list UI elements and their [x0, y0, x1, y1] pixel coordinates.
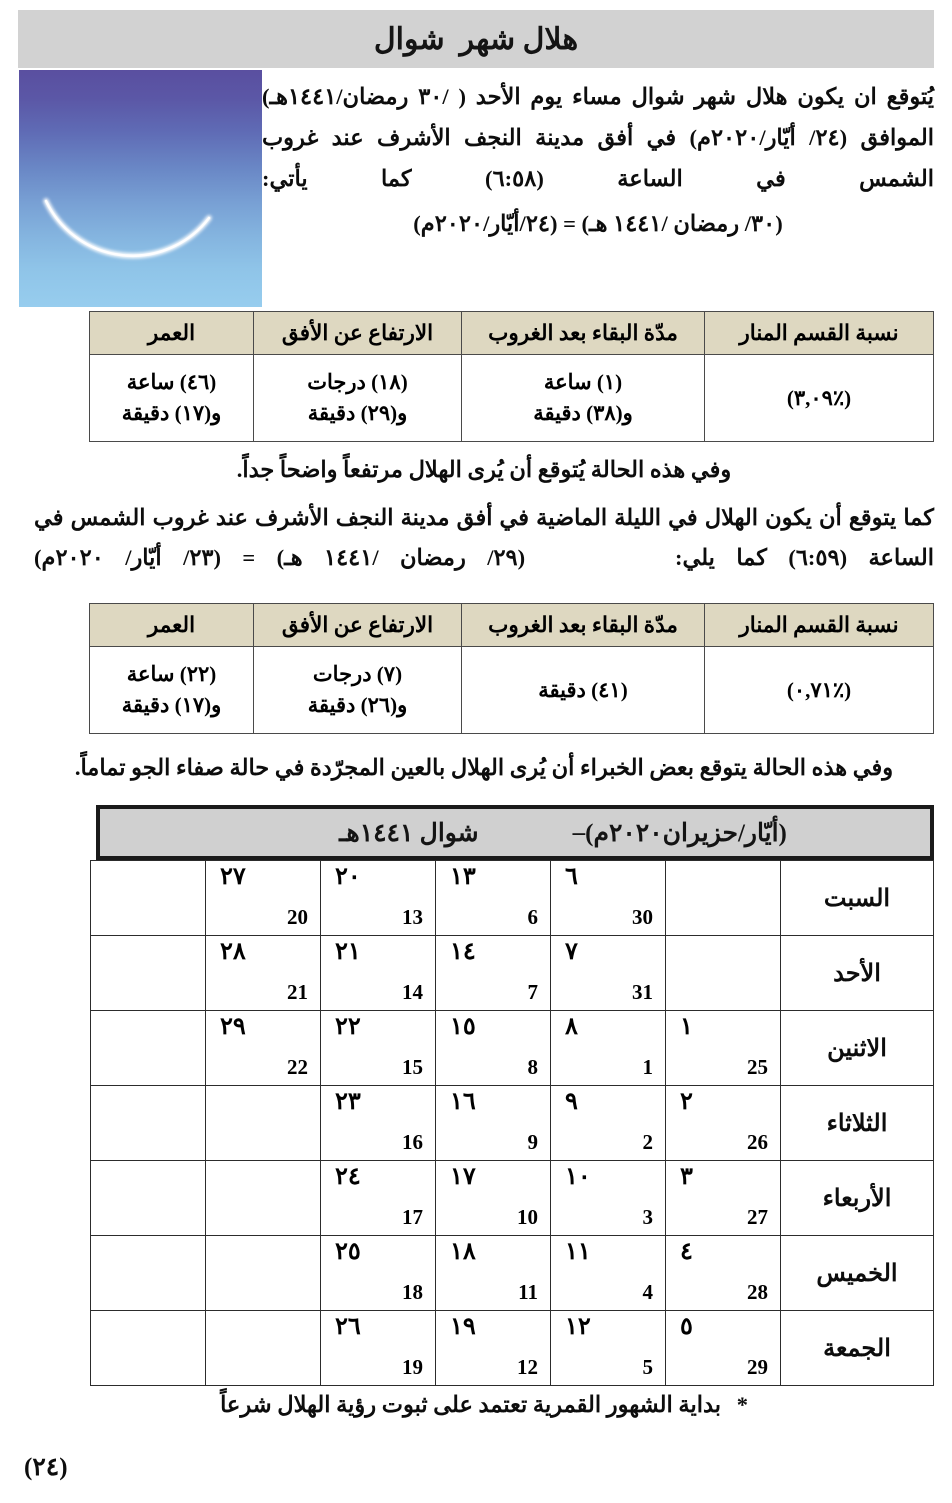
- calendar-hijri-label: شوال ١٤٤١هـ: [339, 819, 479, 847]
- table-header-row: [90, 312, 934, 355]
- calendar-day-cell[interactable]: [206, 861, 321, 936]
- calendar-day-name: الاثنين: [781, 1011, 934, 1086]
- altitude-line-2: و(٢٩) دقيقة: [307, 401, 408, 425]
- calendar-day-cell[interactable]: [666, 1011, 781, 1086]
- calendar-day-cell[interactable]: [321, 1011, 436, 1086]
- gregorian-date: 12: [517, 1355, 538, 1379]
- calendar-day-cell[interactable]: [551, 1311, 666, 1386]
- calendar-day-cell[interactable]: [91, 861, 206, 936]
- calendar-day-name: الأربعاء: [781, 1161, 934, 1236]
- calendar-row: [91, 936, 934, 1011]
- gregorian-date: 6: [527, 905, 538, 929]
- hijri-date: ١٥: [450, 1014, 476, 1040]
- calendar-day-cell[interactable]: [91, 1311, 206, 1386]
- hijri-date: ٢١: [335, 939, 361, 965]
- calendar-row: [91, 1161, 934, 1236]
- calendar-day-cell[interactable]: [206, 1161, 321, 1236]
- calendar-day-cell[interactable]: [436, 936, 551, 1011]
- calendar-row: [91, 1236, 934, 1311]
- cell-illumination: [705, 355, 934, 442]
- calendar-day-cell[interactable]: [551, 1161, 666, 1236]
- calendar-day-cell[interactable]: [321, 1236, 436, 1311]
- header-age: العمر: [90, 604, 254, 647]
- cell-altitude: [254, 647, 462, 734]
- page-title: هلال شهر شوال: [373, 22, 579, 56]
- header-age: العمر: [90, 312, 254, 355]
- calendar-day-cell[interactable]: [321, 1086, 436, 1161]
- gregorian-date: 11: [518, 1280, 538, 1304]
- calendar-day-cell[interactable]: [206, 1011, 321, 1086]
- hijri-date: ١٧: [450, 1164, 476, 1190]
- header-illumination: نسبة القسم المنار: [705, 312, 934, 355]
- hijri-date: ٢: [680, 1089, 693, 1115]
- calendar-day-cell[interactable]: [436, 861, 551, 936]
- gregorian-date: 14: [402, 980, 423, 1004]
- calendar-dash: –: [572, 818, 586, 846]
- note-two-time: الساعة (٦:٥٩) كما يلي:: [674, 545, 934, 570]
- age-line-1: (٤٦) ساعة: [126, 370, 217, 394]
- calendar-row: [91, 1011, 934, 1086]
- calendar-day-cell[interactable]: [551, 936, 666, 1011]
- hijri-date: ١: [680, 1014, 693, 1040]
- gregorian-date: 20: [287, 905, 308, 929]
- hijri-date: ٢٨: [220, 939, 246, 965]
- hilal-data-table-first-night: [89, 311, 934, 442]
- monthly-calendar: [96, 805, 934, 1386]
- gregorian-date: 27: [747, 1205, 768, 1229]
- gregorian-date: 1: [642, 1055, 653, 1079]
- gregorian-date: 10: [517, 1205, 538, 1229]
- hijri-date: ٢٠: [335, 864, 361, 890]
- table-row: [90, 355, 934, 442]
- page-header-bar: [18, 10, 934, 68]
- gregorian-date: 28: [747, 1280, 768, 1304]
- hijri-date: ٢٣: [335, 1089, 361, 1115]
- age-line-2: و(١٧) دقيقة: [121, 693, 222, 717]
- table-header-row: [90, 604, 934, 647]
- hijri-date: ١٢: [565, 1314, 591, 1340]
- crescent-moon-icon: [19, 70, 262, 307]
- cell-illumination: [705, 647, 934, 734]
- hijri-date: ٣: [680, 1164, 693, 1190]
- calendar-day-cell[interactable]: [321, 861, 436, 936]
- gregorian-date: 25: [747, 1055, 768, 1079]
- calendar-day-cell[interactable]: [551, 861, 666, 936]
- header-duration: مدّة البقاء بعد الغروب: [462, 312, 705, 355]
- hijri-date: ٧: [565, 939, 578, 965]
- altitude-line-1: (٧) درجات: [312, 662, 403, 686]
- altitude-line-2: و(٢٦) دقيقة: [307, 693, 408, 717]
- hijri-date: ٦: [565, 864, 578, 890]
- gregorian-date: 5: [642, 1355, 653, 1379]
- intro-equation: (٣٠/ رمضان /١٤٤١ هـ) = (٢٤/أيّار/٢٠٢٠م): [413, 211, 783, 236]
- hijri-date: ٩: [565, 1089, 578, 1115]
- duration-value: (٤١) دقيقة: [538, 677, 628, 702]
- calendar-day-cell[interactable]: [551, 1011, 666, 1086]
- header-altitude: الارتفاع عن الأفق: [254, 604, 462, 647]
- hijri-date: ١٠: [565, 1164, 591, 1190]
- gregorian-date: 19: [402, 1355, 423, 1379]
- calendar-day-cell[interactable]: [206, 1236, 321, 1311]
- calendar-day-cell[interactable]: [436, 1311, 551, 1386]
- calendar-day-cell[interactable]: [551, 1236, 666, 1311]
- calendar-day-cell[interactable]: [91, 1236, 206, 1311]
- gregorian-date: 16: [402, 1130, 423, 1154]
- hijri-date: ٢٧: [220, 864, 246, 890]
- calendar-header-bar: [96, 805, 934, 860]
- calendar-day-cell[interactable]: [321, 1161, 436, 1236]
- gregorian-date: 30: [632, 905, 653, 929]
- gregorian-date: 3: [642, 1205, 653, 1229]
- gregorian-date: 22: [287, 1055, 308, 1079]
- hijri-date: ١٤: [450, 939, 476, 965]
- hijri-date: ٢٩: [220, 1014, 246, 1040]
- calendar-day-cell[interactable]: [436, 1236, 551, 1311]
- cell-altitude: [254, 355, 462, 442]
- gregorian-date: 17: [402, 1205, 423, 1229]
- altitude-line-1: (١٨) درجات: [307, 370, 408, 394]
- calendar-day-cell[interactable]: [91, 1161, 206, 1236]
- hijri-date: ١٦: [450, 1089, 476, 1115]
- calendar-day-name: الخميس: [781, 1236, 934, 1311]
- note-two-equation: (٢٩/ رمضان /١٤٤١ هـ) = (٢٣/ أيّار/ ٢٠٢٠م): [34, 545, 526, 570]
- header-duration: مدّة البقاء بعد الغروب: [462, 604, 705, 647]
- calendar-row: [91, 861, 934, 936]
- hijri-date: ١٩: [450, 1314, 476, 1340]
- note-previous-night: [34, 498, 934, 578]
- note-first-night: وفي هذه الحالة يُتوقع أن يُرى الهلال مرتفعاً واضحاً جداً.: [236, 457, 732, 482]
- hijri-date: ٤: [680, 1239, 693, 1265]
- header-altitude: الارتفاع عن الأفق: [254, 312, 462, 355]
- calendar-day-cell[interactable]: [91, 1086, 206, 1161]
- cell-age: [90, 355, 254, 442]
- calendar-day-cell[interactable]: [91, 1011, 206, 1086]
- calendar-day-cell[interactable]: [436, 1011, 551, 1086]
- gregorian-date: 2: [642, 1130, 653, 1154]
- calendar-day-cell[interactable]: [666, 1161, 781, 1236]
- calendar-gregorian-label: (أيّار/حزيران٢٠٢٠م): [585, 819, 787, 847]
- calendar-day-cell[interactable]: [666, 861, 781, 936]
- calendar-day-cell[interactable]: [206, 936, 321, 1011]
- gregorian-date: 4: [642, 1280, 653, 1304]
- gregorian-date: 8: [527, 1055, 538, 1079]
- gregorian-date: 26: [747, 1130, 768, 1154]
- intro-text: يُتوقع ان يكون هلال شهر شوال مساء يوم الأحد ( /٣٠ رمضان/١٤٤١هـ) الموافق (٢٤/ أيّار/٢٠٢٠م) في أفق مدينة النجف الأشرف عند غروب الشمس في الساعة (٦:٥٨) كما يأتي:: [262, 84, 935, 191]
- calendar-row: [91, 1311, 934, 1386]
- page-number: (٢٤): [24, 1454, 68, 1481]
- calendar-day-cell[interactable]: [666, 1236, 781, 1311]
- illumination-value: (٪٣,٠٩): [786, 385, 852, 410]
- gregorian-date: 9: [527, 1130, 538, 1154]
- table-row: [90, 647, 934, 734]
- hijri-date: ١٨: [450, 1239, 476, 1265]
- gregorian-date: 31: [632, 980, 653, 1004]
- gregorian-date: 15: [402, 1055, 423, 1079]
- age-line-1: (٢٢) ساعة: [126, 662, 217, 686]
- footnote-text: بداية الشهور القمرية تعتمد على ثبوت رؤية الهلال شرعاً: [220, 1392, 722, 1417]
- calendar-table: [90, 860, 934, 1386]
- note-naked-eye-visibility: وفي هذه الحالة يتوقع بعض الخبراء أن يُرى الهلال بالعين المجرّدة في حالة صفاء الجو تماماً.: [74, 755, 894, 780]
- calendar-row: [91, 1086, 934, 1161]
- calendar-day-cell[interactable]: [666, 1311, 781, 1386]
- hijri-date: ١٣: [450, 864, 476, 890]
- cell-duration: [462, 355, 705, 442]
- calendar-day-name: السبت: [781, 861, 934, 936]
- cell-duration: [462, 647, 705, 734]
- asterisk-icon: *: [736, 1392, 748, 1417]
- illumination-value: (٪٠,٧١): [786, 677, 852, 702]
- intro-paragraph: [262, 76, 934, 244]
- calendar-day-cell[interactable]: [551, 1086, 666, 1161]
- calendar-day-name: الأحد: [781, 936, 934, 1011]
- calendar-day-cell[interactable]: [91, 936, 206, 1011]
- calendar-day-cell[interactable]: [666, 1086, 781, 1161]
- calendar-day-cell[interactable]: [436, 1161, 551, 1236]
- age-line-2: و(١٧) دقيقة: [121, 401, 222, 425]
- header-illumination: نسبة القسم المنار: [705, 604, 934, 647]
- hijri-date: ٥: [680, 1314, 693, 1340]
- calendar-day-cell[interactable]: [321, 936, 436, 1011]
- hijri-date: ٢٦: [335, 1314, 361, 1340]
- gregorian-date: 21: [287, 980, 308, 1004]
- hijri-date: ٢٢: [335, 1014, 361, 1040]
- calendar-day-name: الثلاثاء: [781, 1086, 934, 1161]
- hilal-data-table-previous-night: [89, 603, 934, 734]
- calendar-day-cell[interactable]: [436, 1086, 551, 1161]
- gregorian-date: 13: [402, 905, 423, 929]
- gregorian-date: 18: [402, 1280, 423, 1304]
- gregorian-date: 29: [747, 1355, 768, 1379]
- calendar-day-name: الجمعة: [781, 1311, 934, 1386]
- duration-line-2: و(٣٨) دقيقة: [533, 401, 633, 425]
- hijri-date: ٢٥: [335, 1239, 361, 1265]
- gregorian-date: 7: [527, 980, 538, 1004]
- crescent-moon-image: [19, 70, 262, 307]
- hijri-date: ٨: [565, 1014, 578, 1040]
- calendar-day-cell[interactable]: [206, 1311, 321, 1386]
- calendar-day-cell[interactable]: [321, 1311, 436, 1386]
- hijri-date: ١١: [565, 1239, 591, 1265]
- duration-line-1: (١) ساعة: [543, 370, 623, 394]
- hijri-date: ٢٤: [335, 1164, 361, 1190]
- note-two-line-1: كما يتوقع أن يكون الهلال في الليلة الماضية في أفق مدينة النجف الأشرف عند غروب الشمس في: [34, 505, 934, 530]
- calendar-day-cell[interactable]: [206, 1086, 321, 1161]
- cell-age: [90, 647, 254, 734]
- note-two-line-2: [34, 538, 934, 578]
- calendar-footnote: [34, 1392, 934, 1418]
- calendar-day-cell[interactable]: [666, 936, 781, 1011]
